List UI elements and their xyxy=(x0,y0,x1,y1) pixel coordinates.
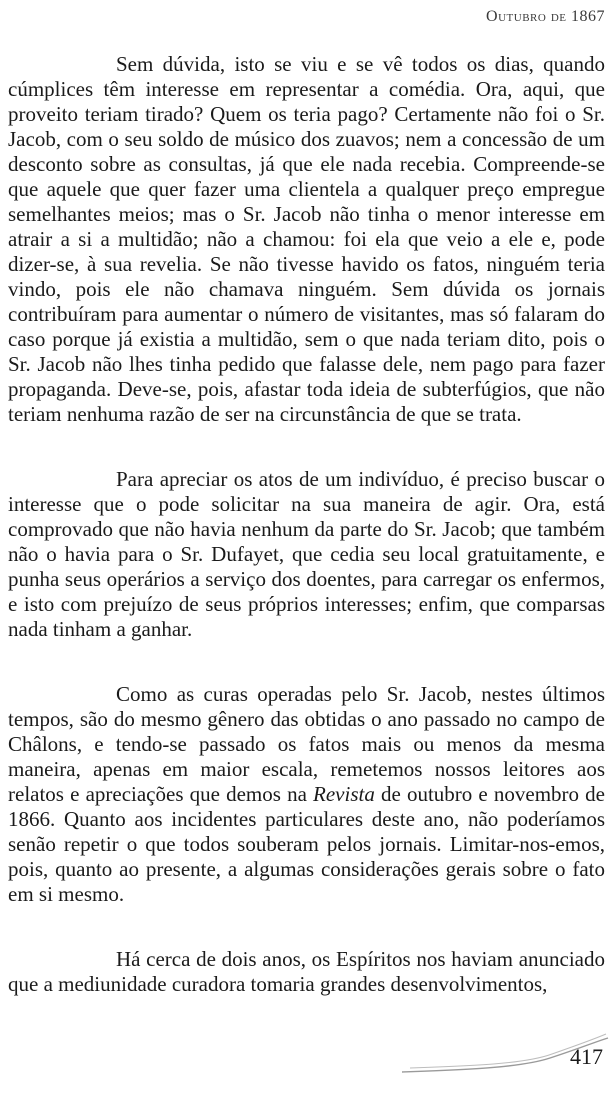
page-body xyxy=(8,52,605,997)
paragraph-3-text-before: Como as curas operadas pelo Sr. Jacob, nestes últimos tempos, são do mesmo gênero das obtidas o ano passado no campo de Châlons, e tendo-se passado os fatos mais ou menos da mesma maneira, apenas em maior escala, remetemos nossos leitores aos relatos e apreciações que demos na xyxy=(8,682,605,806)
running-header: Outubro de 1867 xyxy=(486,8,605,25)
paragraph-3-text-after: de outubro e novembro de 1866. Quanto aos incidentes particulares deste ano, não poderíamos senão repetir o que todos souberam pelos jornais. Limitar-nos-emos, pois, quanto ao presente, a algumas considerações gerais sobre o fato em si mesmo. xyxy=(8,782,605,906)
paragraph-3 xyxy=(8,682,605,907)
paragraph-4: Há cerca de dois anos, os Espíritos nos haviam anunciado que a mediunidade curadora tomaria grandes desenvolvimentos, xyxy=(8,947,605,996)
paragraph-2: Para apreciar os atos de um indivíduo, é preciso buscar o interesse que o pode solicitar na sua maneira de agir. Ora, está comprovado que não havia nenhum da parte do Sr. Jacob; que também não o havia para o Sr. Dufayet, que cedia seu local gratuitamente, e punha seus operários a serviço dos doentes, para carregar os enfermos, e isto com prejuízo de seus próprios interesses; enfim, que comparsas nada tinham a ganhar. xyxy=(8,467,605,641)
paragraph-1: Sem dúvida, isto se viu e se vê todos os dias, quando cúmplices têm interesse em representar a comédia. Ora, aqui, que proveito teriam tirado? Quem os teria pago? Certamente não foi o Sr. Jacob, com o seu soldo de músico dos zuavos; nem a concessão de um desconto sobre as consultas, já que ele nada recebia. Compreende-se que aquele que quer fazer uma clientela a qualquer preço empregue semelhantes meios; mas o Sr. Jacob não tinha o menor interesse em atrair a si a multidão; não a chamou: foi ela que veio a ele e, pode dizer-se, à sua revelia. Se não tivesse havido os fatos, ninguém teria vindo, pois ele não chamava ninguém. Sem dúvida os jornais contribuíram para aumentar o número de visitantes, mas só falaram do caso porque já existia a multidão, sem o que nada teriam dito, pois o Sr. Jacob não lhes tinha pedido que falasse dele, nem pago para fazer propaganda. Deve-se, pois, afastar toda ideia de subterfúgios, que não teriam nenhuma razão de ser na circunstância de que se trata. xyxy=(8,52,605,426)
page-number: 417 xyxy=(570,1044,603,1069)
journal-title-revista: Revista xyxy=(313,782,375,806)
